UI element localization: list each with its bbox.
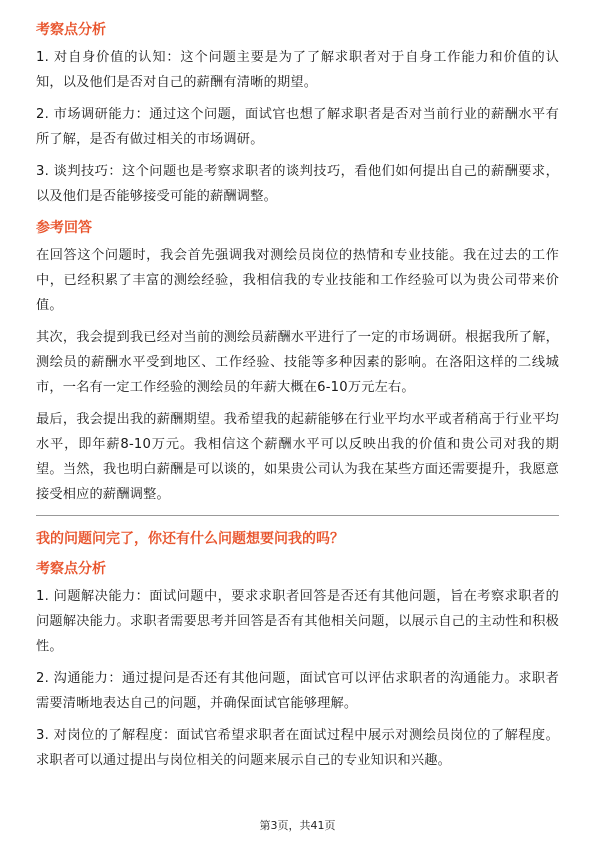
answer-paragraph: 其次，我会提到我已经对当前的测绘员薪酬水平进行了一定的市场调研。根据我所了解，测绘员的薪酬水平受到地区、工作经验、技能等多种因素的影响。在洛阳这样的二线城市，一名有一定工作经验的测绘员的年薪大概在6-10万元左右。 (36, 330, 559, 395)
answer-paragraph: 最后，我会提出我的薪酬期望。我希望我的起薪能够在行业平均水平或者稍高于行业平均水平，即年薪8-10万元。我相信这个薪酬水平可以反映出我的价值和贵公司对我的期望。当然，我也明白薪酬是可以谈的，如果贵公司认为我在某些方面还需要提升，我愿意接受相应的薪酬调整。 (36, 412, 559, 502)
question-title: 我的问题问完了，你还有什么问题想要问我的吗？ (36, 531, 344, 547)
section-divider (36, 515, 559, 516)
analysis-label: 考察点分析 (36, 561, 106, 577)
analysis-item: 3. 谈判技巧：这个问题也是考察求职者的谈判技巧，看他们如何提出自己的薪酬要求，以及他们是否能够接受可能的薪酬调整。 (36, 164, 559, 204)
answer-paragraph: 在回答这个问题时，我会首先强调我对测绘员岗位的热情和专业技能。我在过去的工作中，已经积累了丰富的测绘经验，我相信我的专业技能和工作经验可以为贵公司带来价值。 (36, 248, 559, 313)
analysis-item: 2. 市场调研能力：通过这个问题，面试官也想了解求职者是否对当前行业的薪酬水平有所了解，是否有做过相关的市场调研。 (36, 107, 559, 147)
analysis-item: 2. 沟通能力：通过提问是否还有其他问题，面试官可以评估求职者的沟通能力。求职者需要清晰地表达自己的问题，并确保面试官能够理解。 (36, 671, 559, 711)
page-content (36, 20, 559, 773)
analysis-item: 1. 问题解决能力：面试问题中，要求求职者回答是否还有其他问题，旨在考察求职者的问题解决能力。求职者需要思考并回答是否有其他相关问题，以展示自己的主动性和积极性。 (36, 589, 559, 654)
page-number: 第3页，共41页 (259, 819, 336, 832)
analysis-label: 考察点分析 (36, 22, 106, 38)
analysis-item: 3. 对岗位的了解程度：面试官希望求职者在面试过程中展示对测绘员岗位的了解程度。求职者可以通过提出与岗位相关的问题来展示自己的专业知识和兴趣。 (36, 728, 559, 768)
answer-label: 参考回答 (36, 220, 92, 236)
analysis-item: 1. 对自身价值的认知：这个问题主要是为了了解求职者对于自身工作能力和价值的认知，以及他们是否对自己的薪酬有清晰的期望。 (36, 50, 559, 90)
